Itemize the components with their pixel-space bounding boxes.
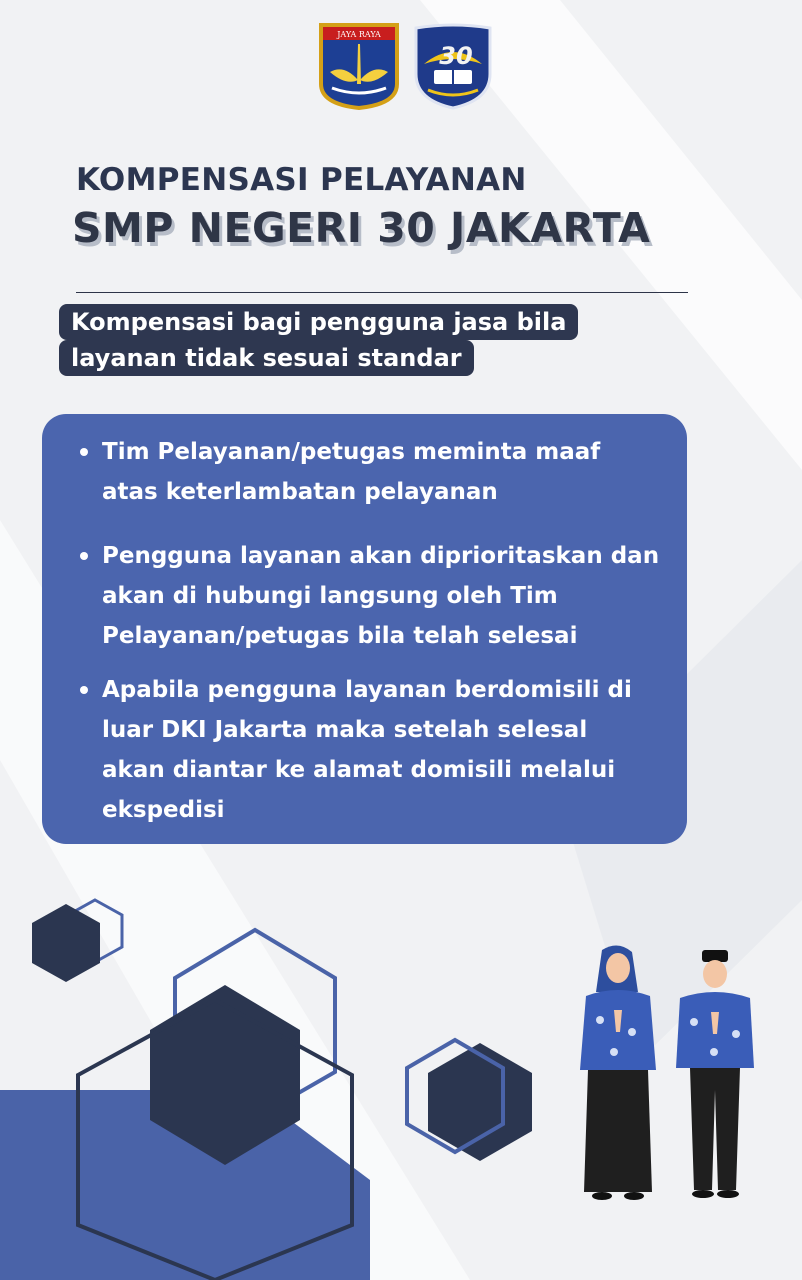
page-title-line1: KOMPENSASI PELAYANAN <box>76 162 527 198</box>
list-item: Pengguna layanan akan diprioritaskan dan akan di hubungi langsung oleh Tim Pelayanan/petugas bila telah selesai <box>80 536 680 656</box>
bullet-icon <box>80 552 88 560</box>
woman-figure <box>580 945 656 1200</box>
subtitle-line2: layanan tidak sesuai standar <box>59 340 474 376</box>
dki-jakarta-logo <box>318 22 400 110</box>
subtitle-line1: Kompensasi bagi pengguna jasa bila <box>59 304 578 340</box>
list-item: Apabila pengguna layanan berdomisili di luar DKI Jakarta maka setelah selesal akan diantar ke alamat domisili melalui ekspedisi <box>80 670 680 830</box>
bullet-icon <box>80 686 88 694</box>
staff-illustration <box>570 940 770 1210</box>
compensation-card <box>42 414 687 844</box>
subtitle-banner <box>59 304 629 376</box>
man-figure <box>676 950 754 1198</box>
svg-text:JAYA RAYA: JAYA RAYA <box>337 30 381 39</box>
hexagon-filled-small <box>32 904 100 982</box>
compensation-list <box>80 432 680 854</box>
svg-text:30: 30 <box>439 42 473 70</box>
page-title-line2: SMP NEGERI 30 JAKARTA <box>72 204 651 252</box>
bullet-icon <box>80 448 88 456</box>
title-divider <box>76 292 688 293</box>
school-logo <box>410 22 496 110</box>
list-item: Tim Pelayanan/petugas meminta maaf atas keterlambatan pelayanan <box>80 432 680 512</box>
